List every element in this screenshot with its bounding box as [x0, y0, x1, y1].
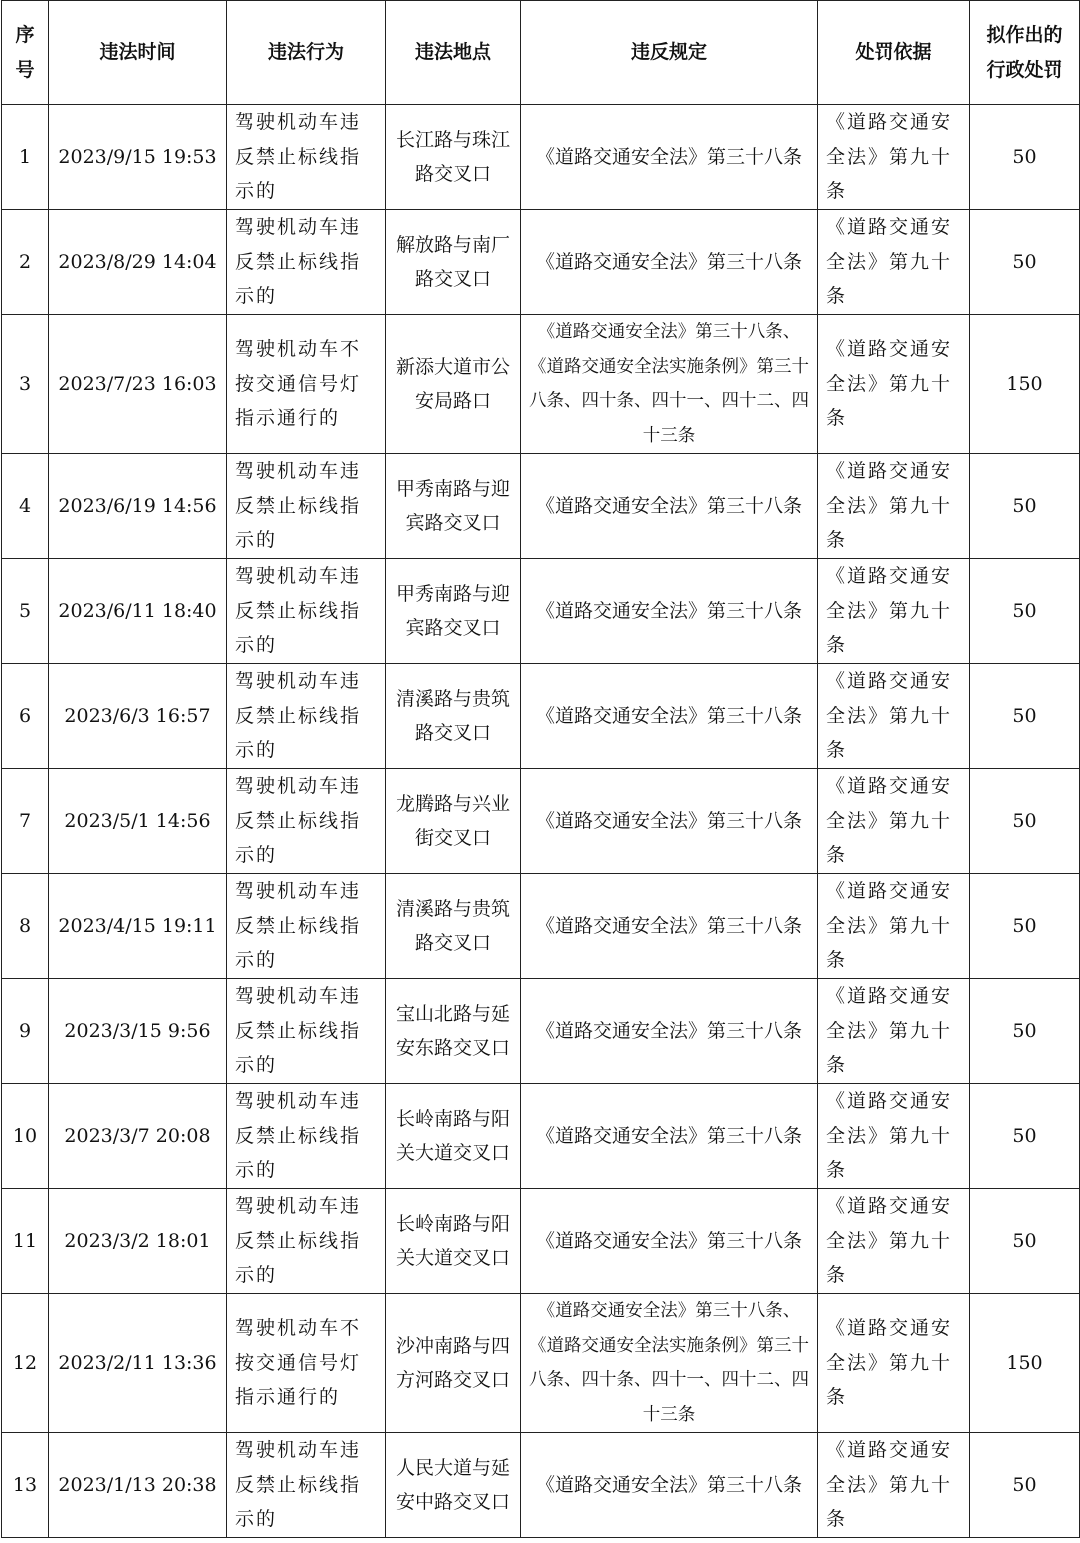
cell-penalty: 50 [970, 979, 1080, 1084]
cell-penalty: 50 [970, 769, 1080, 874]
cell-penalty: 50 [970, 210, 1080, 315]
cell-time: 2023/3/2 18:01 [49, 1189, 227, 1294]
cell-act: 驾驶机动车违反禁止标线指示的 [227, 874, 386, 979]
cell-basis: 《道路交通安全法》第九十条 [818, 1433, 970, 1538]
cell-time: 2023/4/15 19:11 [49, 874, 227, 979]
cell-penalty: 50 [970, 1084, 1080, 1189]
cell-basis: 《道路交通安全法》第九十条 [818, 1189, 970, 1294]
table-row [2, 769, 1080, 874]
cell-time: 2023/2/11 13:36 [49, 1294, 227, 1433]
cell-rule: 《道路交通安全法》第三十八条 [521, 1189, 818, 1294]
cell-time: 2023/3/7 20:08 [49, 1084, 227, 1189]
cell-place: 清溪路与贵筑路交叉口 [386, 664, 521, 769]
header-time: 违法时间 [49, 1, 227, 105]
cell-index: 3 [2, 315, 49, 454]
header-penalty: 拟作出的行政处罚 [970, 1, 1080, 105]
cell-basis: 《道路交通安全法》第九十条 [818, 105, 970, 210]
cell-basis: 《道路交通安全法》第九十条 [818, 1084, 970, 1189]
cell-place: 甲秀南路与迎宾路交叉口 [386, 454, 521, 559]
cell-act: 驾驶机动车不按交通信号灯指示通行的 [227, 1294, 386, 1433]
table-row [2, 874, 1080, 979]
cell-time: 2023/6/19 14:56 [49, 454, 227, 559]
header-index: 序号 [2, 1, 49, 105]
cell-basis: 《道路交通安全法》第九十条 [818, 315, 970, 454]
cell-rule: 《道路交通安全法》第三十八条、《道路交通安全法实施条例》第三十八条、四十条、四十一、四十二、四十三条 [521, 1294, 818, 1433]
cell-act: 驾驶机动车违反禁止标线指示的 [227, 105, 386, 210]
table-row [2, 210, 1080, 315]
cell-act: 驾驶机动车违反禁止标线指示的 [227, 1433, 386, 1538]
cell-penalty: 50 [970, 1189, 1080, 1294]
cell-time: 2023/9/15 19:53 [49, 105, 227, 210]
cell-rule: 《道路交通安全法》第三十八条 [521, 454, 818, 559]
cell-index: 5 [2, 559, 49, 664]
cell-rule: 《道路交通安全法》第三十八条 [521, 979, 818, 1084]
cell-place: 龙腾路与兴业街交叉口 [386, 769, 521, 874]
cell-place: 新添大道市公安局路口 [386, 315, 521, 454]
cell-penalty: 150 [970, 315, 1080, 454]
cell-act: 驾驶机动车违反禁止标线指示的 [227, 454, 386, 559]
cell-index: 11 [2, 1189, 49, 1294]
table-row [2, 1084, 1080, 1189]
cell-rule: 《道路交通安全法》第三十八条 [521, 1433, 818, 1538]
cell-place: 沙冲南路与四方河路交叉口 [386, 1294, 521, 1433]
cell-index: 10 [2, 1084, 49, 1189]
table-row [2, 454, 1080, 559]
cell-rule: 《道路交通安全法》第三十八条 [521, 105, 818, 210]
cell-act: 驾驶机动车违反禁止标线指示的 [227, 664, 386, 769]
cell-penalty: 50 [970, 1433, 1080, 1538]
cell-basis: 《道路交通安全法》第九十条 [818, 979, 970, 1084]
cell-index: 12 [2, 1294, 49, 1433]
cell-index: 13 [2, 1433, 49, 1538]
header-rule: 违反规定 [521, 1, 818, 105]
cell-place: 人民大道与延安中路交叉口 [386, 1433, 521, 1538]
cell-time: 2023/8/29 14:04 [49, 210, 227, 315]
header-row [2, 1, 1080, 105]
cell-index: 2 [2, 210, 49, 315]
cell-penalty: 50 [970, 454, 1080, 559]
cell-rule: 《道路交通安全法》第三十八条 [521, 664, 818, 769]
cell-time: 2023/5/1 14:56 [49, 769, 227, 874]
cell-rule: 《道路交通安全法》第三十八条 [521, 874, 818, 979]
table-row [2, 315, 1080, 454]
cell-basis: 《道路交通安全法》第九十条 [818, 210, 970, 315]
header-place: 违法地点 [386, 1, 521, 105]
cell-rule: 《道路交通安全法》第三十八条 [521, 559, 818, 664]
cell-basis: 《道路交通安全法》第九十条 [818, 664, 970, 769]
cell-time: 2023/1/13 20:38 [49, 1433, 227, 1538]
cell-rule: 《道路交通安全法》第三十八条 [521, 769, 818, 874]
table-row [2, 1189, 1080, 1294]
cell-basis: 《道路交通安全法》第九十条 [818, 874, 970, 979]
cell-penalty: 50 [970, 559, 1080, 664]
header-basis: 处罚依据 [818, 1, 970, 105]
cell-rule: 《道路交通安全法》第三十八条 [521, 210, 818, 315]
cell-penalty: 50 [970, 105, 1080, 210]
cell-rule: 《道路交通安全法》第三十八条、《道路交通安全法实施条例》第三十八条、四十条、四十一、四十二、四十三条 [521, 315, 818, 454]
cell-basis: 《道路交通安全法》第九十条 [818, 559, 970, 664]
cell-place: 清溪路与贵筑路交叉口 [386, 874, 521, 979]
table-row [2, 1294, 1080, 1433]
cell-index: 6 [2, 664, 49, 769]
table-row [2, 559, 1080, 664]
header-act: 违法行为 [227, 1, 386, 105]
cell-index: 1 [2, 105, 49, 210]
cell-act: 驾驶机动车违反禁止标线指示的 [227, 979, 386, 1084]
cell-act: 驾驶机动车违反禁止标线指示的 [227, 1084, 386, 1189]
cell-act: 驾驶机动车违反禁止标线指示的 [227, 1189, 386, 1294]
cell-index: 7 [2, 769, 49, 874]
cell-place: 长岭南路与阳关大道交叉口 [386, 1189, 521, 1294]
cell-penalty: 50 [970, 874, 1080, 979]
cell-index: 8 [2, 874, 49, 979]
cell-place: 解放路与南厂路交叉口 [386, 210, 521, 315]
cell-index: 9 [2, 979, 49, 1084]
cell-rule: 《道路交通安全法》第三十八条 [521, 1084, 818, 1189]
cell-basis: 《道路交通安全法》第九十条 [818, 1294, 970, 1433]
violations-table [1, 0, 1080, 1538]
cell-time: 2023/6/11 18:40 [49, 559, 227, 664]
cell-act: 驾驶机动车违反禁止标线指示的 [227, 559, 386, 664]
cell-act: 驾驶机动车违反禁止标线指示的 [227, 769, 386, 874]
cell-time: 2023/3/15 9:56 [49, 979, 227, 1084]
cell-place: 长岭南路与阳关大道交叉口 [386, 1084, 521, 1189]
cell-penalty: 150 [970, 1294, 1080, 1433]
cell-basis: 《道路交通安全法》第九十条 [818, 454, 970, 559]
table-row [2, 105, 1080, 210]
cell-place: 宝山北路与延安东路交叉口 [386, 979, 521, 1084]
table-row [2, 1433, 1080, 1538]
cell-penalty: 50 [970, 664, 1080, 769]
table-row [2, 664, 1080, 769]
cell-index: 4 [2, 454, 49, 559]
cell-place: 甲秀南路与迎宾路交叉口 [386, 559, 521, 664]
cell-place: 长江路与珠江路交叉口 [386, 105, 521, 210]
cell-time: 2023/7/23 16:03 [49, 315, 227, 454]
table-row [2, 979, 1080, 1084]
cell-time: 2023/6/3 16:57 [49, 664, 227, 769]
cell-basis: 《道路交通安全法》第九十条 [818, 769, 970, 874]
cell-act: 驾驶机动车违反禁止标线指示的 [227, 210, 386, 315]
cell-act: 驾驶机动车不按交通信号灯指示通行的 [227, 315, 386, 454]
